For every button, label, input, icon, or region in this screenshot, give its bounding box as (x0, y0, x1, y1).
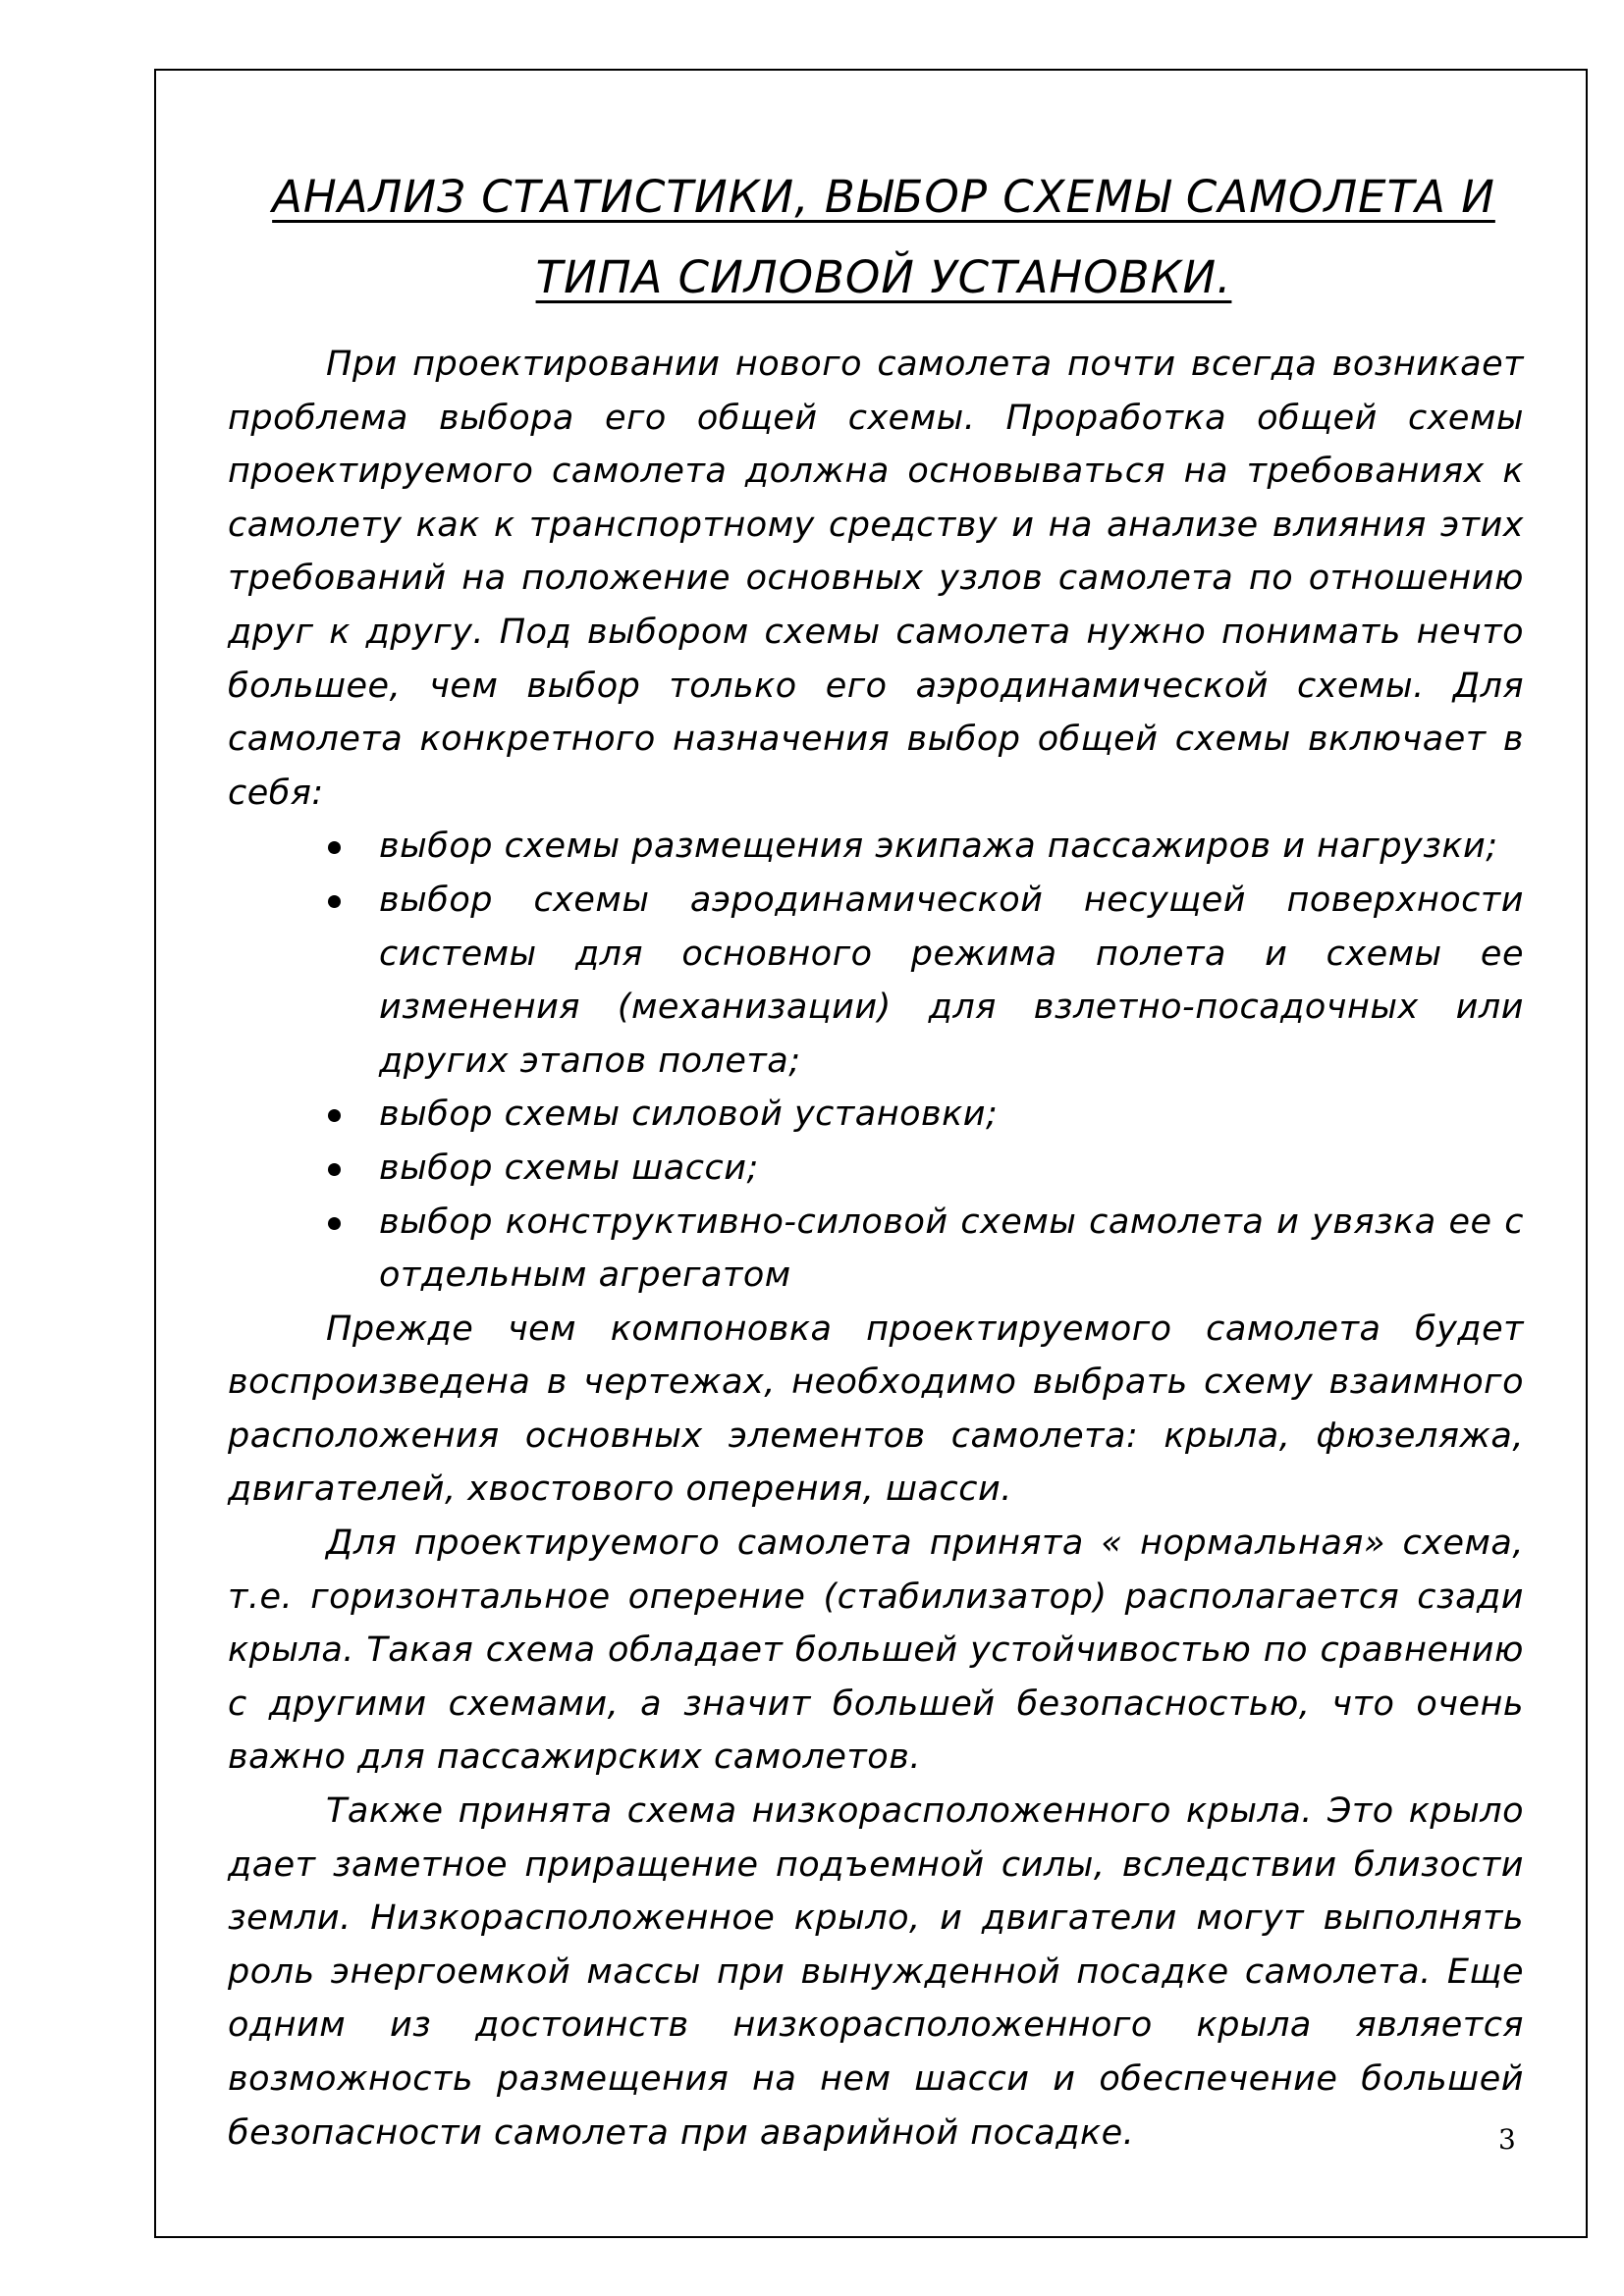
intro-paragraph: При проектировании нового самолета почти всегда возникает проблема выбора его общей схемы. Проработка общей схемы проектируемого самолета должна основываться на требованиях к самолету как к транспортному средству и на анализе влияния этих требований на положение основных узлов самолета по отношению друг к другу. Под выбором схемы самолета нужно понимать нечто большее, чем выбор только его аэродинамической схемы. Для самолета конкретного назначения выбор общей схемы включает в себя: (228, 345, 1524, 813)
title-line-2: ТИПА СИЛОВОЙ УСТАНОВКИ. (535, 251, 1232, 303)
list-item-text: выбор схемы шасси; (379, 1148, 759, 1188)
bullet-icon (328, 895, 341, 908)
list-item-text: выбор схемы размещения экипажа пассажиров и нагрузки; (379, 827, 1498, 867)
list-item-text: выбор схемы аэродинамической несущей поверхности системы для основного режима полета и схемы ее изменения (механизации) для взлетно-посадочных или других этапов полета; (379, 880, 1524, 1081)
list-item (228, 820, 1524, 874)
document-body (228, 338, 1524, 2160)
bullet-icon (328, 1217, 341, 1230)
title-line-1: АНАЛИЗ СТАТИСТИКИ, ВЫБОР СХЕМЫ САМОЛЕТА И (272, 171, 1495, 223)
list-item (228, 874, 1524, 1088)
bullet-list (228, 820, 1524, 1302)
bullet-icon (328, 841, 341, 854)
list-item-text: выбор конструктивно-силовой схемы самолета и увязка ее с отдельным агрегатом (379, 1201, 1524, 1296)
paragraph-layout: Прежде чем компоновка проектируемого самолета будет воспроизведена в чертежах, необходимо выбрать схему взаимного расположения основных элементов самолета: крыла, фюзеляжа, двигателей, хвостового оперения, шасси. (228, 1308, 1524, 1510)
list-item-text: выбор схемы силовой установки; (379, 1095, 999, 1135)
list-item (228, 1196, 1524, 1303)
list-item (228, 1142, 1524, 1196)
bullet-icon (328, 1109, 341, 1122)
page-number: 3 (1498, 2123, 1516, 2156)
page-title (226, 157, 1542, 318)
list-item (228, 1088, 1524, 1142)
paragraph-normal-scheme: Для проектируемого самолета принята « нормальная» схема, т.е. горизонтальное оперение (стабилизатор) располагается сзади крыла. Такая схема обладает большей устойчивостью по сравнению с другими схемами, а значит большей безопасностью, что очень важно для пассажирских самолетов. (228, 1523, 1524, 1778)
paragraph-low-wing: Также принята схема низкорасположенного крыла. Это крыло дает заметное приращение подъемной силы, вследствии близости земли. Низкорасположенное крыло, и двигатели могут выполнять роль энергоемкой массы при вынужденной посадке самолета. Еще одним из достоинств низкорасположенного крыла является возможность размещения на нем шасси и обеспечение большей безопасности самолета при аварийной посадке. (228, 1791, 1524, 2153)
bullet-icon (328, 1163, 341, 1176)
